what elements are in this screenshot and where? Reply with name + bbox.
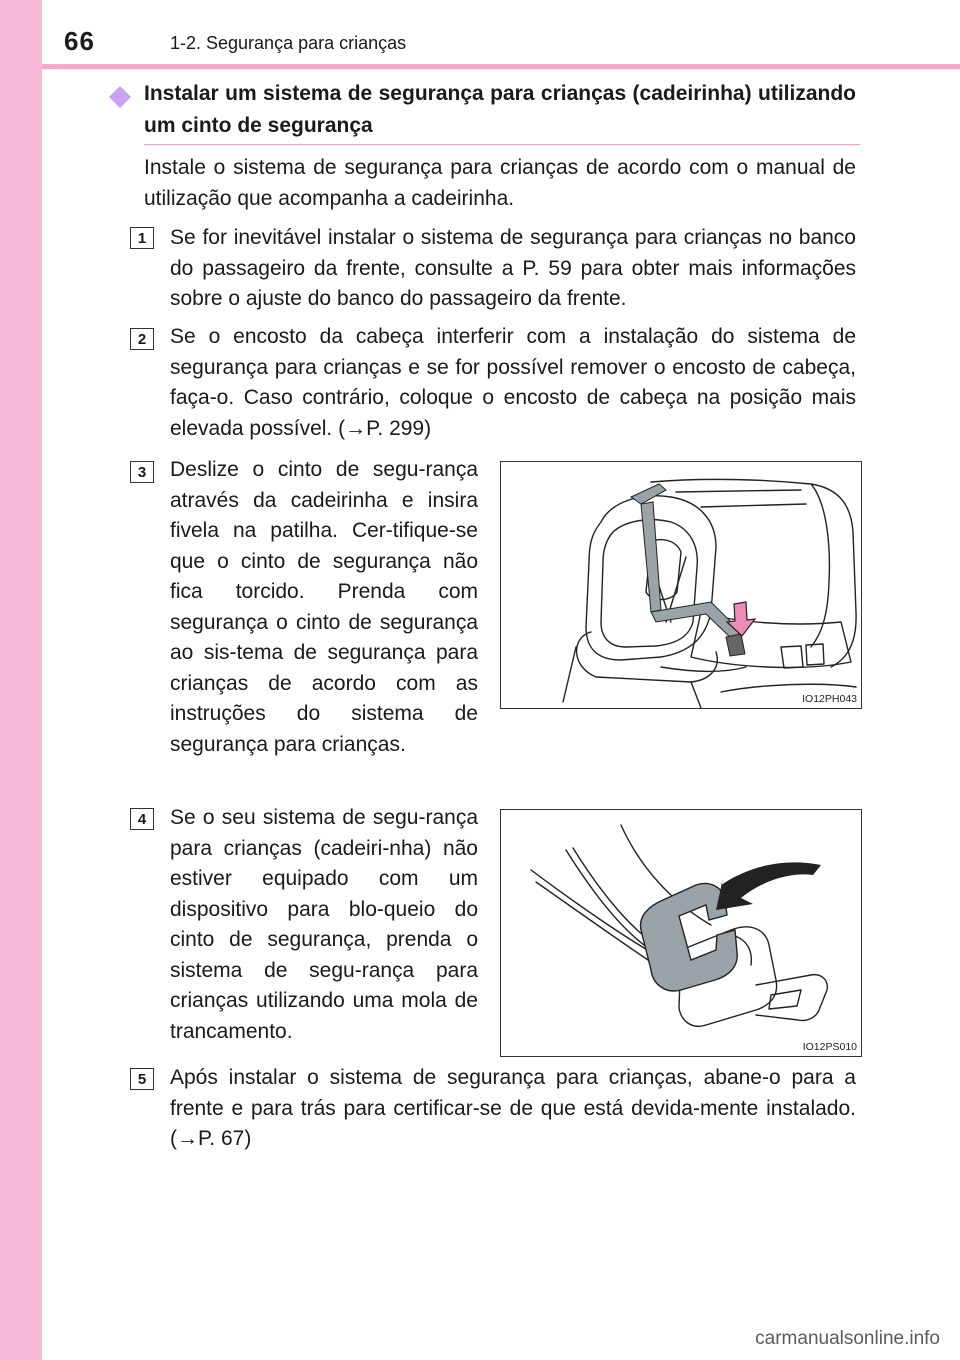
figure-locking-clip	[500, 809, 862, 1057]
section-title: 1-2. Segurança para crianças	[170, 33, 407, 53]
header-rule	[42, 64, 960, 69]
step-text-1: Se for inevitável instalar o sistema de segurança para crianças no banco do passageiro da frente, consulte a P. 59 para obter mais informações sobre o ajuste do banco do passageiro da frente.	[170, 226, 856, 310]
step-number-4: 4	[130, 808, 154, 830]
step-text-5: Após instalar o sistema de segurança para crianças, abane-o para a frente e para trás para certificar-se de que está devida-mente instalado. (→P. 67)	[170, 1066, 856, 1150]
step-number-5: 5	[130, 1068, 154, 1090]
intro-paragraph: Instale o sistema de segurança para crianças de acordo com o manual de utilização que acompanha a cadeirinha.	[144, 156, 856, 210]
figure-code: IO12PH043	[802, 693, 857, 705]
header-tab	[0, 0, 42, 62]
step-text-2: Se o encosto da cabeça interferir com a instalação do sistema de segurança para crianças e se for possível remover o encosto de cabeça, faça-o. Caso contrário, coloque o encosto de cabeça na posição mais elevada possível. (→P. 299)	[170, 325, 856, 440]
diamond-bullet-icon	[108, 85, 132, 109]
child-seat-illustration	[501, 462, 861, 708]
step-number-3: 3	[130, 461, 154, 483]
watermark: carmanualsonline.info	[755, 1328, 940, 1349]
step-number-1: 1	[130, 227, 154, 249]
section-heading: Instalar um sistema de segurança para crianças (cadeirinha) utilizando um cinto de segurança	[144, 82, 856, 137]
heading-rule	[144, 144, 860, 145]
figure-code: IO12PS010	[802, 1041, 857, 1053]
locking-clip-illustration	[501, 810, 861, 1056]
page-header	[0, 0, 960, 62]
side-tab	[0, 0, 42, 1360]
page-number: 66	[64, 26, 95, 56]
step-text-4: Se o seu sistema de segu-rança para crianças (cadeiri-nha) não estiver equipado com um dispositivo para blo-queio do cinto de segurança, prenda o sistema de segu-rança para crianças utilizando uma mola de trancamento.	[170, 806, 478, 1043]
step-text-3: Deslize o cinto de segu-rança através da cadeirinha e insira fivela na patilha. Cer-tifique-se que o cinto de segurança não fica torcido. Prenda com segurança o cinto de segurança ao sis-tema de segurança para crianças de acordo com as instruções do sistema de segurança para crianças.	[170, 458, 478, 756]
step-number-2: 2	[130, 328, 154, 350]
figure-child-seat-belt	[500, 461, 862, 709]
